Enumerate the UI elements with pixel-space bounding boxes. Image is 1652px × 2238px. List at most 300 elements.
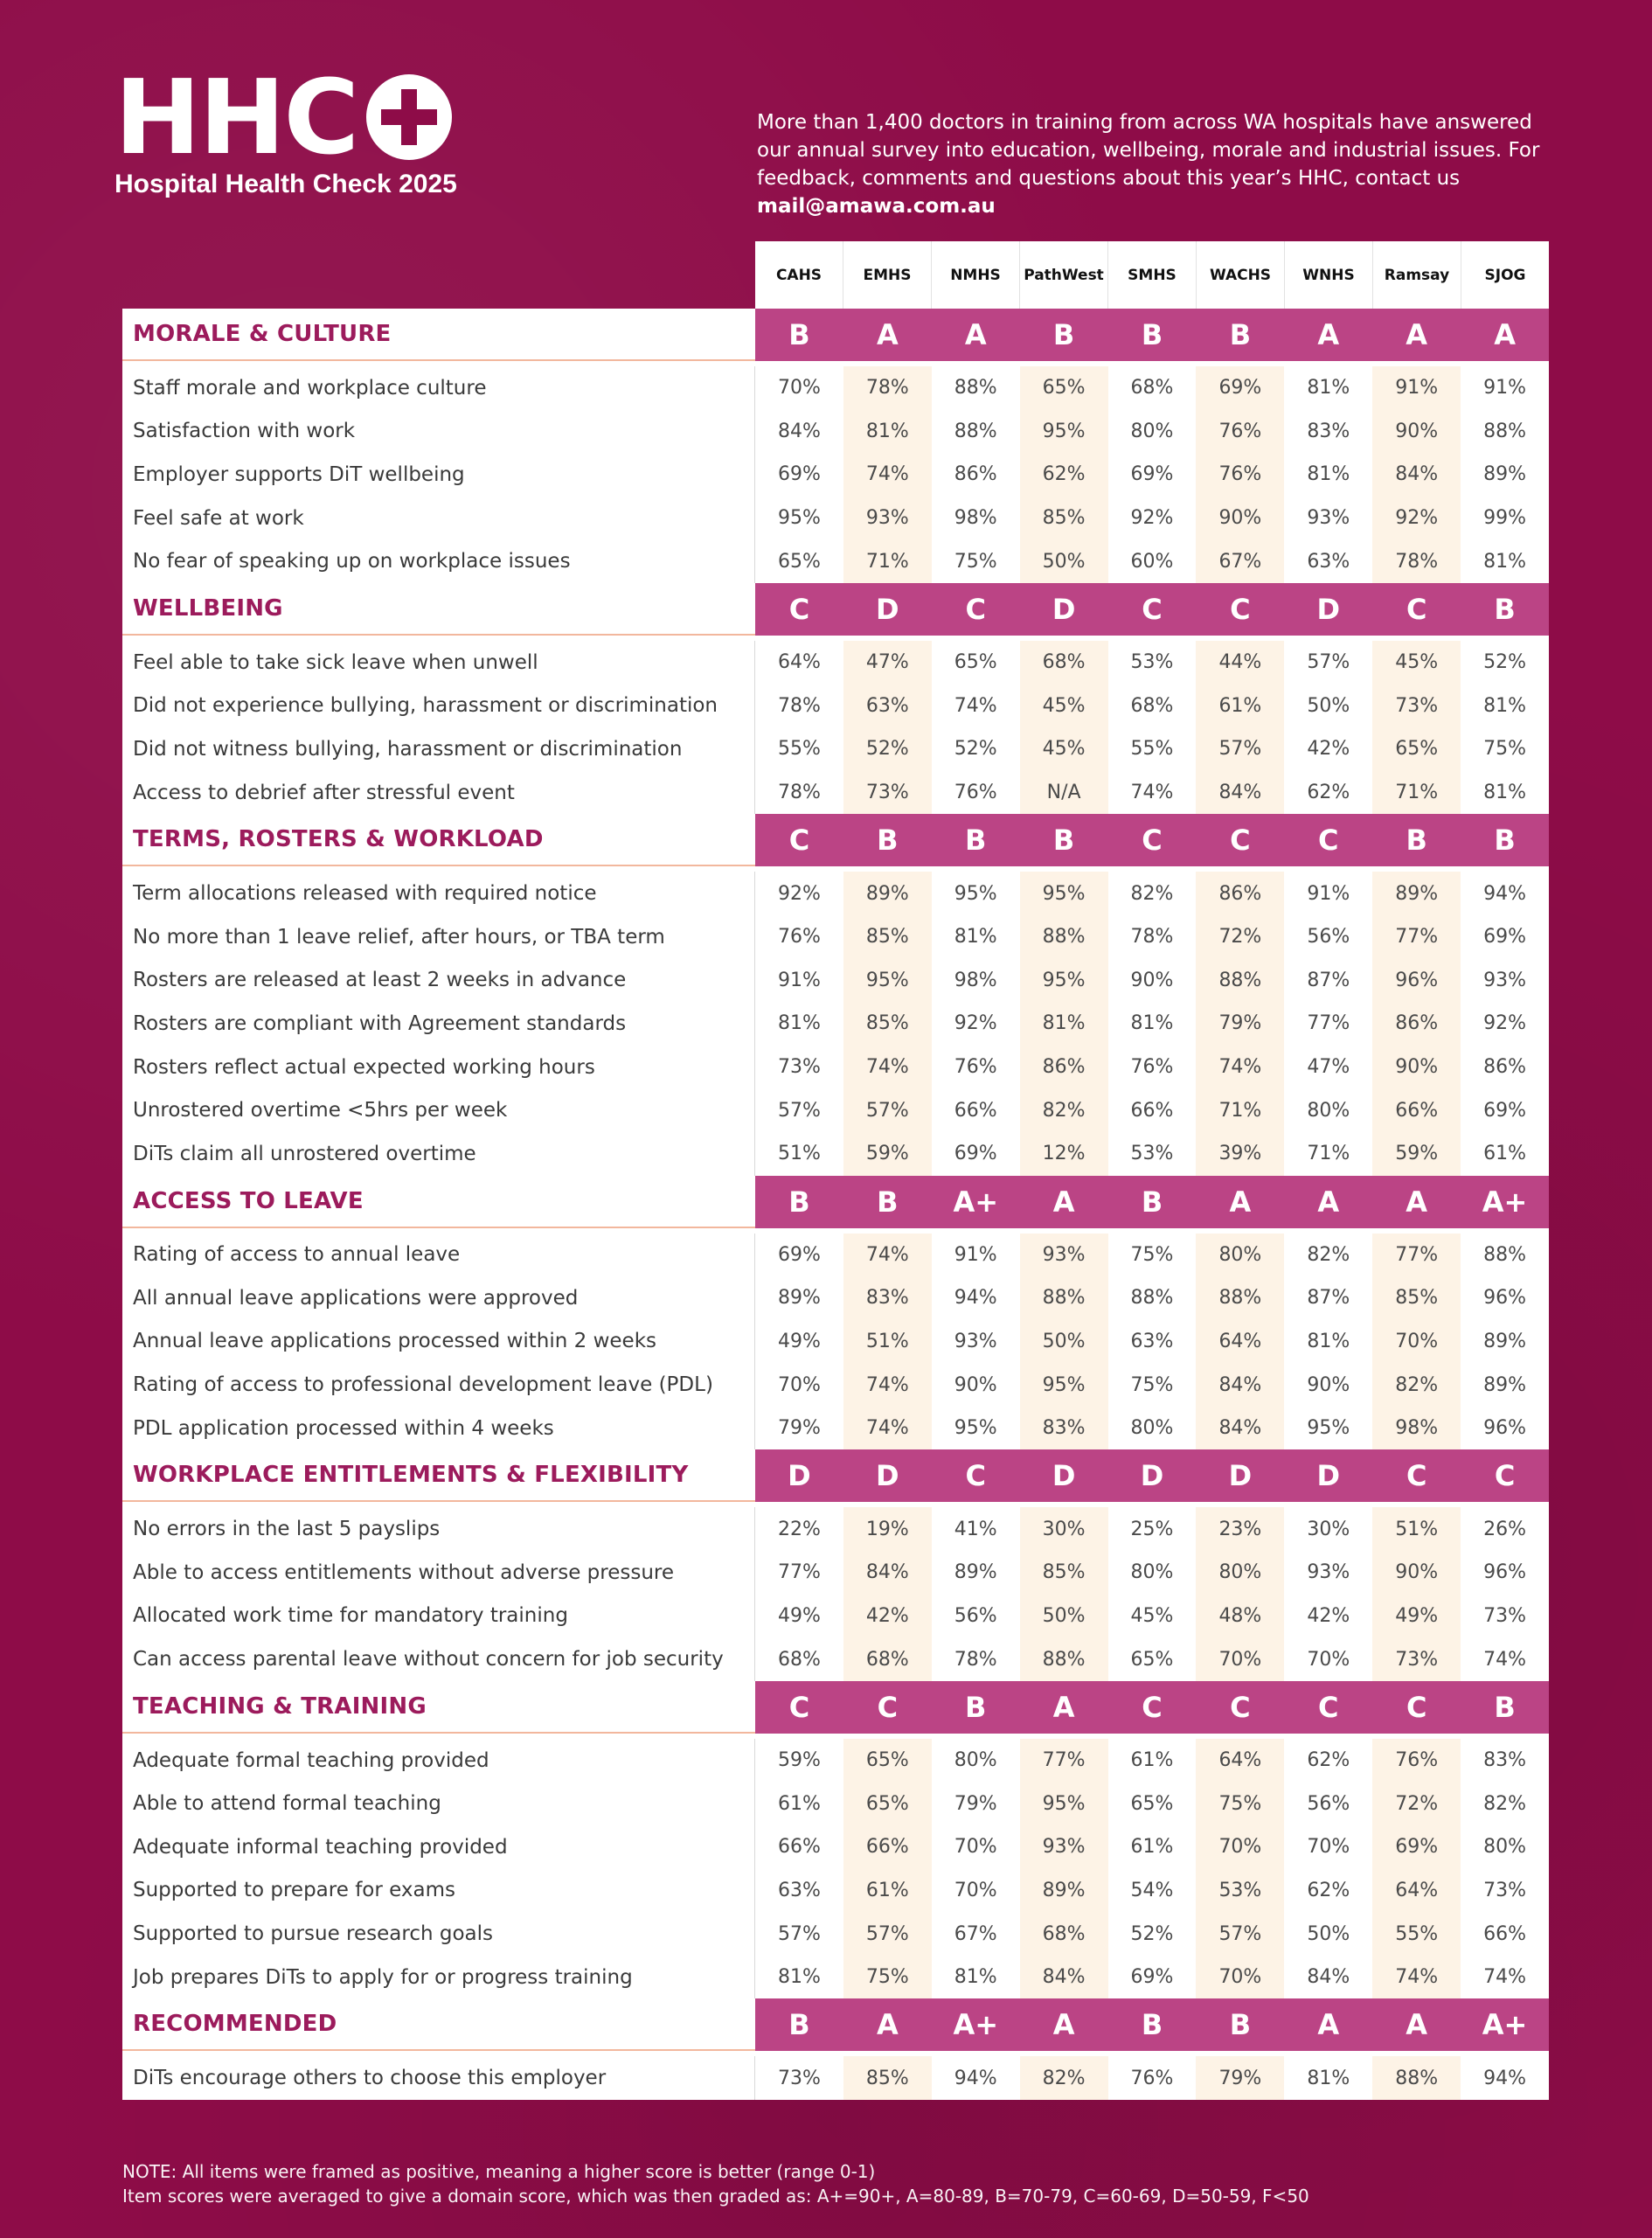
grade-badge: C [1230, 1690, 1251, 1724]
table-row [122, 539, 1549, 583]
value-cell: 98% [954, 969, 997, 991]
grade-badge: C [1230, 824, 1251, 858]
value-cell: 77% [1307, 1012, 1350, 1035]
value-cell: 87% [1307, 969, 1350, 991]
value-cell: 93% [843, 497, 932, 540]
column-header-nmhs: NMHS [931, 241, 1019, 309]
row-values [755, 1088, 1549, 1132]
value-cell: 89% [1483, 1330, 1527, 1352]
value-cell: 59% [777, 1749, 821, 1772]
grade-band [755, 1681, 1549, 1734]
value-cell: 94% [954, 1287, 997, 1310]
value-cell: 95% [1020, 410, 1108, 454]
value-cell: 78% [777, 694, 821, 717]
table-row [122, 1407, 1549, 1450]
value-cell: 74% [843, 1363, 932, 1407]
grade-badge: A+ [1482, 1185, 1528, 1219]
row-values [755, 1407, 1549, 1450]
grade-badge: C [965, 1459, 986, 1493]
row-label: Feel able to take sick leave when unwell [122, 641, 755, 685]
value-cell: 73% [1483, 1604, 1527, 1627]
value-cell: 50% [1307, 1922, 1350, 1945]
value-cell: 54% [1130, 1879, 1174, 1901]
value-cell: 69% [777, 463, 821, 486]
value-cell: 81% [1307, 2067, 1350, 2089]
value-cell: 75% [843, 1956, 932, 1999]
row-values [755, 410, 1549, 454]
value-cell: 94% [954, 2067, 997, 2089]
value-cell: 89% [1020, 1869, 1108, 1913]
value-cell: 85% [1020, 1551, 1108, 1595]
value-cell: 76% [1130, 1056, 1174, 1079]
grade-badge: B [1406, 824, 1427, 858]
value-cell: 95% [1020, 959, 1108, 1003]
row-label: Supported to prepare for exams [122, 1869, 755, 1913]
value-cell: 84% [1196, 1363, 1284, 1407]
value-cell: 95% [954, 1417, 997, 1440]
value-cell: 68% [777, 1648, 821, 1671]
value-cell: 88% [1020, 915, 1108, 959]
value-cell: 64% [1372, 1869, 1461, 1913]
value-cell: 47% [1307, 1056, 1350, 1079]
value-cell: 88% [1483, 420, 1527, 442]
value-cell: 49% [777, 1604, 821, 1627]
column-header-ramsay: Ramsay [1372, 241, 1461, 309]
column-header-emhs: EMHS [843, 241, 931, 309]
value-cell: 80% [1196, 1234, 1284, 1277]
logo-mark [115, 57, 499, 177]
grade-badge: A [1406, 1185, 1428, 1219]
value-cell: 51% [777, 1143, 821, 1165]
column-header-pathwest: PathWest [1019, 241, 1107, 309]
value-cell: 57% [1307, 651, 1350, 674]
value-cell: 75% [1483, 738, 1527, 761]
grade-badge: B [1494, 592, 1516, 626]
section-title: TERMS, ROSTERS & WORKLOAD [122, 814, 755, 866]
grade-badge: A+ [953, 2008, 999, 2042]
row-values [755, 1595, 1549, 1638]
row-label: Annual leave applications processed within 2 weeks [122, 1320, 755, 1364]
row-values [755, 1637, 1549, 1681]
row-values [755, 1869, 1549, 1913]
value-cell: 89% [843, 872, 932, 915]
grade-badge: C [788, 592, 810, 626]
value-cell: 85% [843, 915, 932, 959]
value-cell: 56% [1307, 926, 1350, 949]
grade-badge: D [1316, 1459, 1341, 1493]
row-label: Adequate formal teaching provided [122, 1739, 755, 1783]
table-row [122, 1637, 1549, 1681]
grade-badge: B [1494, 824, 1516, 858]
value-cell: 64% [1196, 1739, 1284, 1783]
table-row [122, 1132, 1549, 1176]
value-cell: 90% [954, 1373, 997, 1396]
value-cell: 66% [954, 1099, 997, 1122]
value-cell: 83% [1307, 420, 1350, 442]
value-cell: 69% [1130, 1966, 1174, 1989]
value-cell: 65% [843, 1782, 932, 1825]
row-values [755, 915, 1549, 959]
value-cell: 19% [843, 1507, 932, 1551]
grade-badge: B [1229, 318, 1252, 351]
row-label: Allocated work time for mandatory training [122, 1595, 755, 1638]
value-cell: 74% [1372, 1956, 1461, 1999]
section-title: ACCESS TO LEAVE [122, 1176, 755, 1228]
table-row [122, 1734, 1549, 1783]
value-cell: 65% [954, 651, 997, 674]
value-cell: 74% [843, 1234, 932, 1277]
grade-badge: C [1406, 1459, 1427, 1493]
value-cell: 73% [777, 2067, 821, 2089]
section-block [122, 583, 1549, 814]
column-header-wachs: WACHS [1196, 241, 1284, 309]
row-values [755, 771, 1549, 815]
value-cell: 68% [843, 1637, 932, 1681]
row-label: Job prepares DiTs to apply for or progress training [122, 1956, 755, 1999]
row-label: DiTs claim all unrostered overtime [122, 1132, 755, 1176]
value-cell: 84% [1372, 453, 1461, 497]
value-cell: 65% [777, 550, 821, 573]
row-label: Rosters are released at least 2 weeks in advance [122, 959, 755, 1003]
value-cell: 53% [1130, 651, 1174, 674]
section-block [122, 309, 1549, 583]
value-cell: 73% [1483, 1879, 1527, 1901]
value-cell: 45% [1372, 641, 1461, 685]
grade-badge: A [1052, 2008, 1075, 2042]
value-cell: 74% [1130, 782, 1174, 804]
value-cell: 84% [1307, 1966, 1350, 1989]
value-cell: 67% [954, 1922, 997, 1945]
medical-cross-icon [366, 74, 452, 160]
value-cell: 88% [1130, 1287, 1174, 1310]
row-label: Able to access entitlements without adverse pressure [122, 1551, 755, 1595]
value-cell: 57% [843, 1088, 932, 1132]
value-cell: 69% [1483, 1099, 1527, 1122]
value-cell: 92% [777, 882, 821, 905]
row-label: Rating of access to annual leave [122, 1234, 755, 1277]
value-cell: 95% [843, 959, 932, 1003]
value-cell: 82% [1372, 1363, 1461, 1407]
value-cell: 65% [843, 1739, 932, 1783]
value-cell: 86% [1372, 1002, 1461, 1046]
value-cell: 84% [1020, 1956, 1108, 1999]
value-cell: 62% [1307, 1749, 1350, 1772]
section-block [122, 1449, 1549, 1680]
row-label: Access to debrief after stressful event [122, 771, 755, 815]
contact-email: mail@amawa.com.au [757, 195, 996, 218]
row-label: Did not experience bullying, harassment or discrimination [122, 685, 755, 728]
row-values [755, 1507, 1549, 1551]
value-cell: 89% [1483, 1373, 1527, 1396]
value-cell: 93% [1020, 1234, 1108, 1277]
grade-badge: A [1317, 318, 1340, 351]
grade-badge: D [1052, 1459, 1076, 1493]
value-cell: 79% [954, 1792, 997, 1815]
value-cell: 70% [1196, 1637, 1284, 1681]
value-cell: 61% [843, 1869, 932, 1913]
row-values [755, 1782, 1549, 1825]
value-cell: 94% [1483, 882, 1527, 905]
value-cell: 66% [1372, 1088, 1461, 1132]
grade-badge: C [1142, 824, 1163, 858]
value-cell: 83% [1483, 1749, 1527, 1772]
value-cell: 56% [954, 1604, 997, 1627]
row-label: PDL application processed within 4 weeks [122, 1407, 755, 1450]
value-cell: 73% [777, 1056, 821, 1079]
value-cell: 80% [1483, 1836, 1527, 1859]
grade-badge: B [965, 1690, 987, 1724]
value-cell: 69% [1130, 463, 1174, 486]
value-cell: 70% [1307, 1648, 1350, 1671]
value-cell: 88% [1483, 1243, 1527, 1266]
grade-badge: C [1406, 592, 1427, 626]
value-cell: 76% [1372, 1739, 1461, 1783]
value-cell: 83% [843, 1276, 932, 1320]
table-row [122, 497, 1549, 540]
value-cell: 49% [777, 1330, 821, 1352]
row-values [755, 1132, 1549, 1176]
grade-badge: C [1318, 824, 1339, 858]
footnote [122, 2159, 1556, 2208]
results-table [122, 309, 1549, 2100]
value-cell: 70% [1307, 1836, 1350, 1859]
row-label: Feel safe at work [122, 497, 755, 540]
value-cell: 78% [777, 782, 821, 804]
value-cell: 42% [843, 1595, 932, 1638]
row-label: No errors in the last 5 payslips [122, 1507, 755, 1551]
value-cell: 76% [777, 926, 821, 949]
row-label: Rosters are compliant with Agreement standards [122, 1002, 755, 1046]
value-cell: 42% [1307, 1604, 1350, 1627]
value-cell: 69% [954, 1143, 997, 1165]
value-cell: 68% [1020, 1912, 1108, 1956]
section-title: RECOMMENDED [122, 1998, 755, 2051]
table-row [122, 1956, 1549, 1999]
value-cell: 81% [1483, 782, 1527, 804]
row-values [755, 453, 1549, 497]
value-cell: 70% [954, 1836, 997, 1859]
section-title: MORALE & CULTURE [122, 309, 755, 361]
value-cell: 57% [1196, 1912, 1284, 1956]
intro-text: More than 1,400 doctors in training from across WA hospitals have answered our annual survey into education, wellbeing, morale and industrial issues. For feedback, comments and questions about this year’s HHC, contact us [757, 111, 1540, 190]
value-cell: 71% [843, 539, 932, 583]
row-label: Satisfaction with work [122, 410, 755, 454]
value-cell: 55% [777, 738, 821, 761]
column-header-smhs: SMHS [1107, 241, 1196, 309]
value-cell: 92% [1483, 1012, 1527, 1035]
row-values [755, 366, 1549, 410]
value-cell: 63% [843, 685, 932, 728]
value-cell: 96% [1372, 959, 1461, 1003]
grade-badge: A [1317, 2008, 1340, 2042]
value-cell: 61% [1196, 685, 1284, 728]
value-cell: 53% [1196, 1869, 1284, 1913]
value-cell: 71% [1372, 771, 1461, 815]
value-cell: 79% [1196, 2056, 1284, 2100]
value-cell: 80% [954, 1749, 997, 1772]
value-cell: 61% [1483, 1143, 1527, 1165]
section-header [122, 1998, 1549, 2051]
value-cell: 80% [1130, 420, 1174, 442]
value-cell: 90% [1372, 1551, 1461, 1595]
value-cell: 81% [954, 1966, 997, 1989]
value-cell: 78% [1130, 926, 1174, 949]
grade-band [755, 1176, 1549, 1228]
value-cell: 81% [1483, 550, 1527, 573]
grade-badge: D [876, 1459, 899, 1493]
column-header-cahs: CAHS [775, 266, 823, 284]
row-values [755, 1276, 1549, 1320]
value-cell: 74% [1196, 1046, 1284, 1089]
value-cell: 53% [1130, 1143, 1174, 1165]
value-cell: 69% [777, 1243, 821, 1266]
grade-badge: A [1317, 1185, 1340, 1219]
value-cell: 88% [954, 420, 997, 442]
grade-badge: C [877, 1690, 899, 1724]
value-cell: 73% [1372, 1637, 1461, 1681]
value-cell: 64% [1196, 1320, 1284, 1364]
value-cell: 45% [1020, 727, 1108, 771]
value-cell: 12% [1020, 1132, 1108, 1176]
value-cell: 52% [843, 727, 932, 771]
value-cell: 63% [777, 1879, 821, 1901]
value-cell: 80% [1196, 1551, 1284, 1595]
value-cell: 75% [1130, 1243, 1174, 1266]
value-cell: 82% [1307, 1243, 1350, 1266]
section-title: TEACHING & TRAINING [122, 1681, 755, 1734]
grade-band [755, 1998, 1549, 2051]
value-cell: 95% [1020, 1363, 1108, 1407]
row-label: No more than 1 leave relief, after hours, or TBA term [122, 915, 755, 959]
value-cell: 86% [1196, 872, 1284, 915]
value-cell: 90% [1372, 410, 1461, 454]
value-cell: 71% [1196, 1088, 1284, 1132]
section-header [122, 814, 1549, 866]
table-row [122, 1825, 1549, 1869]
grade-badge: B [1052, 824, 1075, 858]
row-values [755, 497, 1549, 540]
value-cell: 84% [843, 1551, 932, 1595]
value-cell: 78% [1372, 539, 1461, 583]
table-row [122, 453, 1549, 497]
value-cell: 82% [1020, 2056, 1108, 2100]
table-row [122, 2051, 1549, 2100]
value-cell: 95% [1020, 1782, 1108, 1825]
value-cell: 96% [1483, 1417, 1527, 1440]
value-cell: 90% [1372, 1046, 1461, 1089]
value-cell: 57% [777, 1922, 821, 1945]
row-values [755, 641, 1549, 685]
row-label: Can access parental leave without concern for job security [122, 1637, 755, 1681]
row-label: No fear of speaking up on workplace issues [122, 539, 755, 583]
row-values [755, 872, 1549, 915]
row-values [755, 1002, 1549, 1046]
grade-badge: B [788, 2008, 810, 2042]
table-row [122, 1912, 1549, 1956]
value-cell: 77% [1020, 1739, 1108, 1783]
value-cell: 88% [1020, 1637, 1108, 1681]
row-label: Rosters reflect actual expected working hours [122, 1046, 755, 1089]
value-cell: 84% [777, 420, 821, 442]
column-header-row [755, 241, 1549, 309]
grade-badge: B [1141, 318, 1163, 351]
value-cell: 78% [954, 1648, 997, 1671]
value-cell: 86% [1020, 1046, 1108, 1089]
value-cell: 55% [1372, 1912, 1461, 1956]
column-header-sjog: SJOG [1461, 241, 1549, 309]
value-cell: 57% [843, 1912, 932, 1956]
value-cell: 88% [954, 377, 997, 400]
value-cell: 68% [1020, 641, 1108, 685]
footnote-line-1: NOTE: All items were framed as positive, meaning a higher score is better (range 0-1) [122, 2161, 876, 2182]
value-cell: 90% [1196, 497, 1284, 540]
grade-band [755, 814, 1549, 866]
value-cell: 95% [954, 882, 997, 905]
grade-badge: A [1229, 1185, 1252, 1219]
table-row [122, 361, 1549, 410]
grade-badge: A+ [1482, 2008, 1528, 2042]
row-values [755, 959, 1549, 1003]
value-cell: N/A [1020, 771, 1108, 815]
value-cell: 81% [1307, 1330, 1350, 1352]
row-label: DiTs encourage others to choose this employer [122, 2056, 755, 2100]
row-values [755, 685, 1549, 728]
value-cell: 75% [954, 550, 997, 573]
value-cell: 42% [1307, 738, 1350, 761]
hhc-logo [115, 57, 499, 205]
value-cell: 92% [1372, 497, 1461, 540]
section-block [122, 814, 1549, 1175]
table-row [122, 1088, 1549, 1132]
grade-badge: A [1406, 2008, 1428, 2042]
grade-badge: B [788, 318, 810, 351]
grade-badge: D [1140, 1459, 1164, 1493]
value-cell: 94% [1483, 2067, 1527, 2089]
value-cell: 48% [1196, 1595, 1284, 1638]
value-cell: 81% [1130, 1012, 1174, 1035]
table-row [122, 1320, 1549, 1364]
table-row [122, 1782, 1549, 1825]
value-cell: 95% [777, 507, 821, 530]
row-label: Rating of access to professional development leave (PDL) [122, 1363, 755, 1407]
value-cell: 64% [777, 651, 821, 674]
value-cell: 56% [1307, 1792, 1350, 1815]
value-cell: 88% [1020, 1276, 1108, 1320]
value-cell: 63% [1307, 550, 1350, 573]
value-cell: 91% [1372, 366, 1461, 410]
row-label: Supported to pursue research goals [122, 1912, 755, 1956]
table-row [122, 727, 1549, 771]
row-values [755, 1320, 1549, 1364]
value-cell: 77% [1372, 1234, 1461, 1277]
value-cell: 79% [1196, 1002, 1284, 1046]
table-row [122, 959, 1549, 1003]
grade-badge: B [1052, 318, 1075, 351]
section-title: WELLBEING [122, 583, 755, 636]
grade-badge: C [1142, 592, 1163, 626]
value-cell: 91% [1483, 377, 1527, 400]
value-cell: 60% [1130, 550, 1174, 573]
grade-badge: B [877, 1185, 899, 1219]
logo-mark-text: HHC [115, 57, 358, 177]
value-cell: 22% [777, 1518, 821, 1540]
value-cell: 69% [1483, 926, 1527, 949]
value-cell: 81% [1020, 1002, 1108, 1046]
grade-badge: C [1142, 1690, 1163, 1724]
value-cell: 77% [1372, 915, 1461, 959]
value-cell: 51% [1372, 1507, 1461, 1551]
value-cell: 47% [843, 641, 932, 685]
